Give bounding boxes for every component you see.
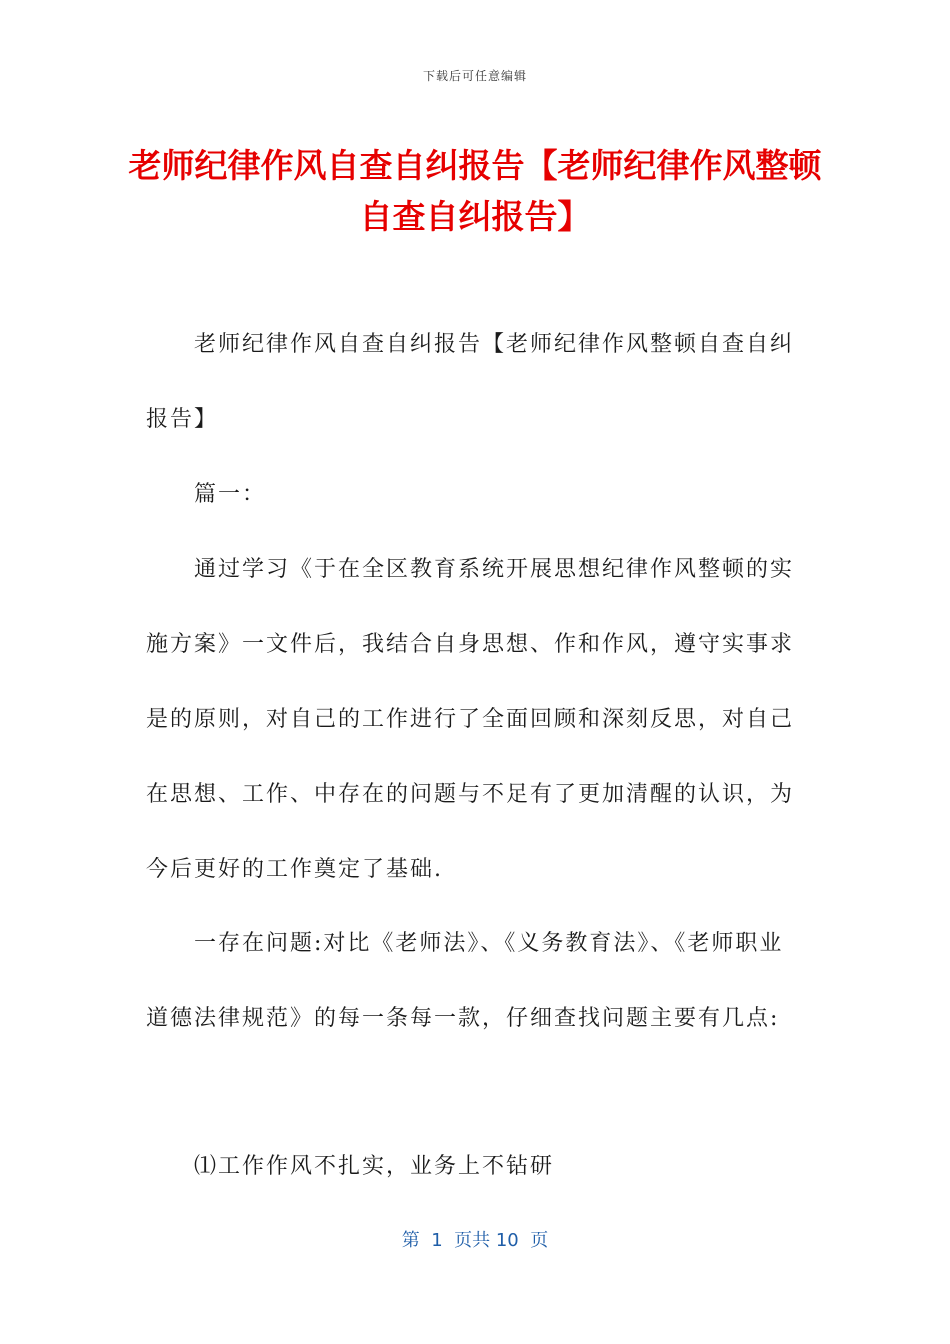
paragraph-item-1: ⑴工作作风不扎实，业务上不钻研	[194, 1154, 555, 1179]
page-number: 第 1 页共 10 页	[401, 1230, 549, 1251]
paragraph-problems: 一存在问题:对比《老师法》、《义务教育法》、《老师职业道德法律规范》的每一条每一款，仔细查找问题主要有几点:	[146, 931, 784, 1031]
header-note: 下载后可任意编辑	[422, 69, 527, 83]
document-title: 老师纪律作风自查自纠报告【老师纪律作风整顿自查自纠报告】	[128, 146, 822, 236]
paragraph-body: 通过学习《于在全区教育系统开展思想纪律作风整顿的实施方案》一文件后，我结合自身思想、作和作风，遵守实事求是的原则，对自己的工作进行了全面回顾和深刻反思，对自己在思想、工作、中存在的问题与不足有了更加清醒的认识，为今后更好的工作奠定了基础.	[146, 557, 795, 882]
paragraph-section-label: 篇一：	[194, 482, 267, 507]
paragraph-intro: 老师纪律作风自查自纠报告【老师纪律作风整顿自查自纠报告】	[146, 332, 795, 432]
